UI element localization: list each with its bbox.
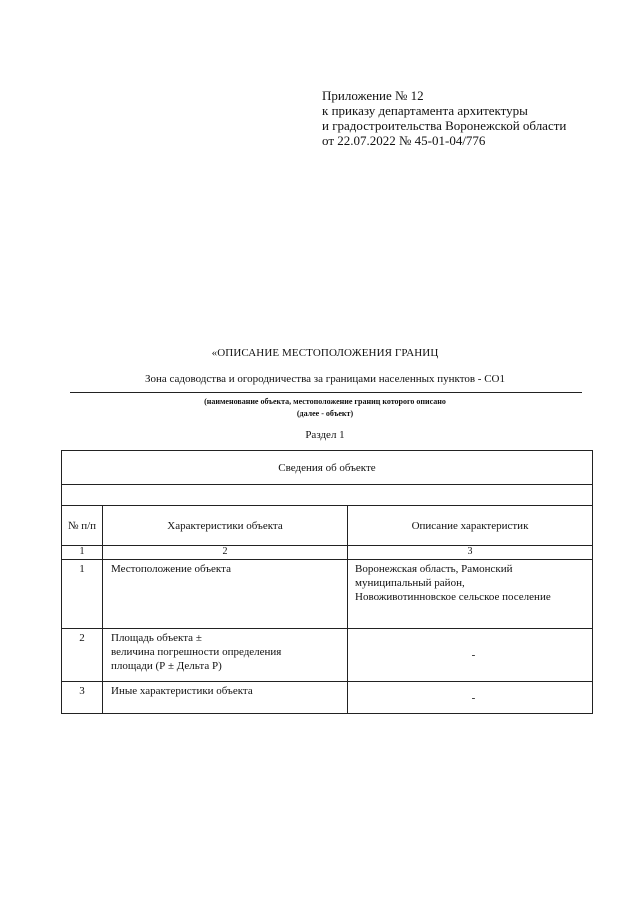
table-heading: Сведения об объекте <box>62 451 593 485</box>
column-number: 2 <box>103 546 348 560</box>
appendix-line: Приложение № 12 <box>322 88 424 103</box>
appendix-line: и градостроительства Воронежской области <box>322 118 567 133</box>
column-header-num: № п/п <box>62 506 103 546</box>
object-caption <box>60 396 590 420</box>
row-characteristic: Местоположение объекта <box>103 560 348 629</box>
caption-line: (наименование объекта, местоположение границ которого описано <box>204 397 446 406</box>
section-title: Раздел 1 <box>305 429 345 441</box>
row-description: - <box>348 682 593 714</box>
column-header-description: Описание характеристик <box>348 506 593 546</box>
row-characteristic <box>103 629 348 682</box>
column-number: 3 <box>348 546 593 560</box>
object-name: Зона садоводства и огородничества за границами населенных пунктов - СО1 <box>144 373 506 385</box>
appendix-line: от 22.07.2022 № 45-01-04/776 <box>322 133 486 148</box>
row-description: - <box>348 629 593 682</box>
appendix-line: к приказу департамента архитектуры <box>322 103 528 118</box>
table-row <box>62 560 593 629</box>
column-number-row <box>62 546 593 560</box>
description-line: муниципальный район, <box>355 577 465 589</box>
description-line: Новоживотинновское сельское поселение <box>355 591 551 603</box>
column-header-characteristics: Характеристики объекта <box>103 506 348 546</box>
column-header-row <box>62 506 593 546</box>
row-characteristic: Иные характеристики объекта <box>103 682 348 714</box>
appendix-header <box>322 88 566 148</box>
object-info-table <box>61 450 593 714</box>
row-number: 1 <box>62 560 103 629</box>
table-row <box>62 629 593 682</box>
table-row <box>62 682 593 714</box>
blank-cell <box>62 485 593 506</box>
characteristic-line: площади (Р ± Дельта Р) <box>111 660 222 672</box>
table-blank-row <box>62 485 593 506</box>
table-heading-row <box>62 451 593 485</box>
row-description <box>348 560 593 629</box>
row-number: 2 <box>62 629 103 682</box>
characteristic-line: величина погрешности определения <box>111 646 282 658</box>
characteristic-line: Площадь объекта ± <box>111 632 202 644</box>
row-number: 3 <box>62 682 103 714</box>
description-line: Воронежская область, Рамонский <box>355 563 513 575</box>
object-name-underline <box>70 392 582 393</box>
caption-line: (далее - объект) <box>296 409 354 418</box>
document-title: «ОПИСАНИЕ МЕСТОПОЛОЖЕНИЯ ГРАНИЦ <box>211 347 439 359</box>
column-number: 1 <box>62 546 103 560</box>
